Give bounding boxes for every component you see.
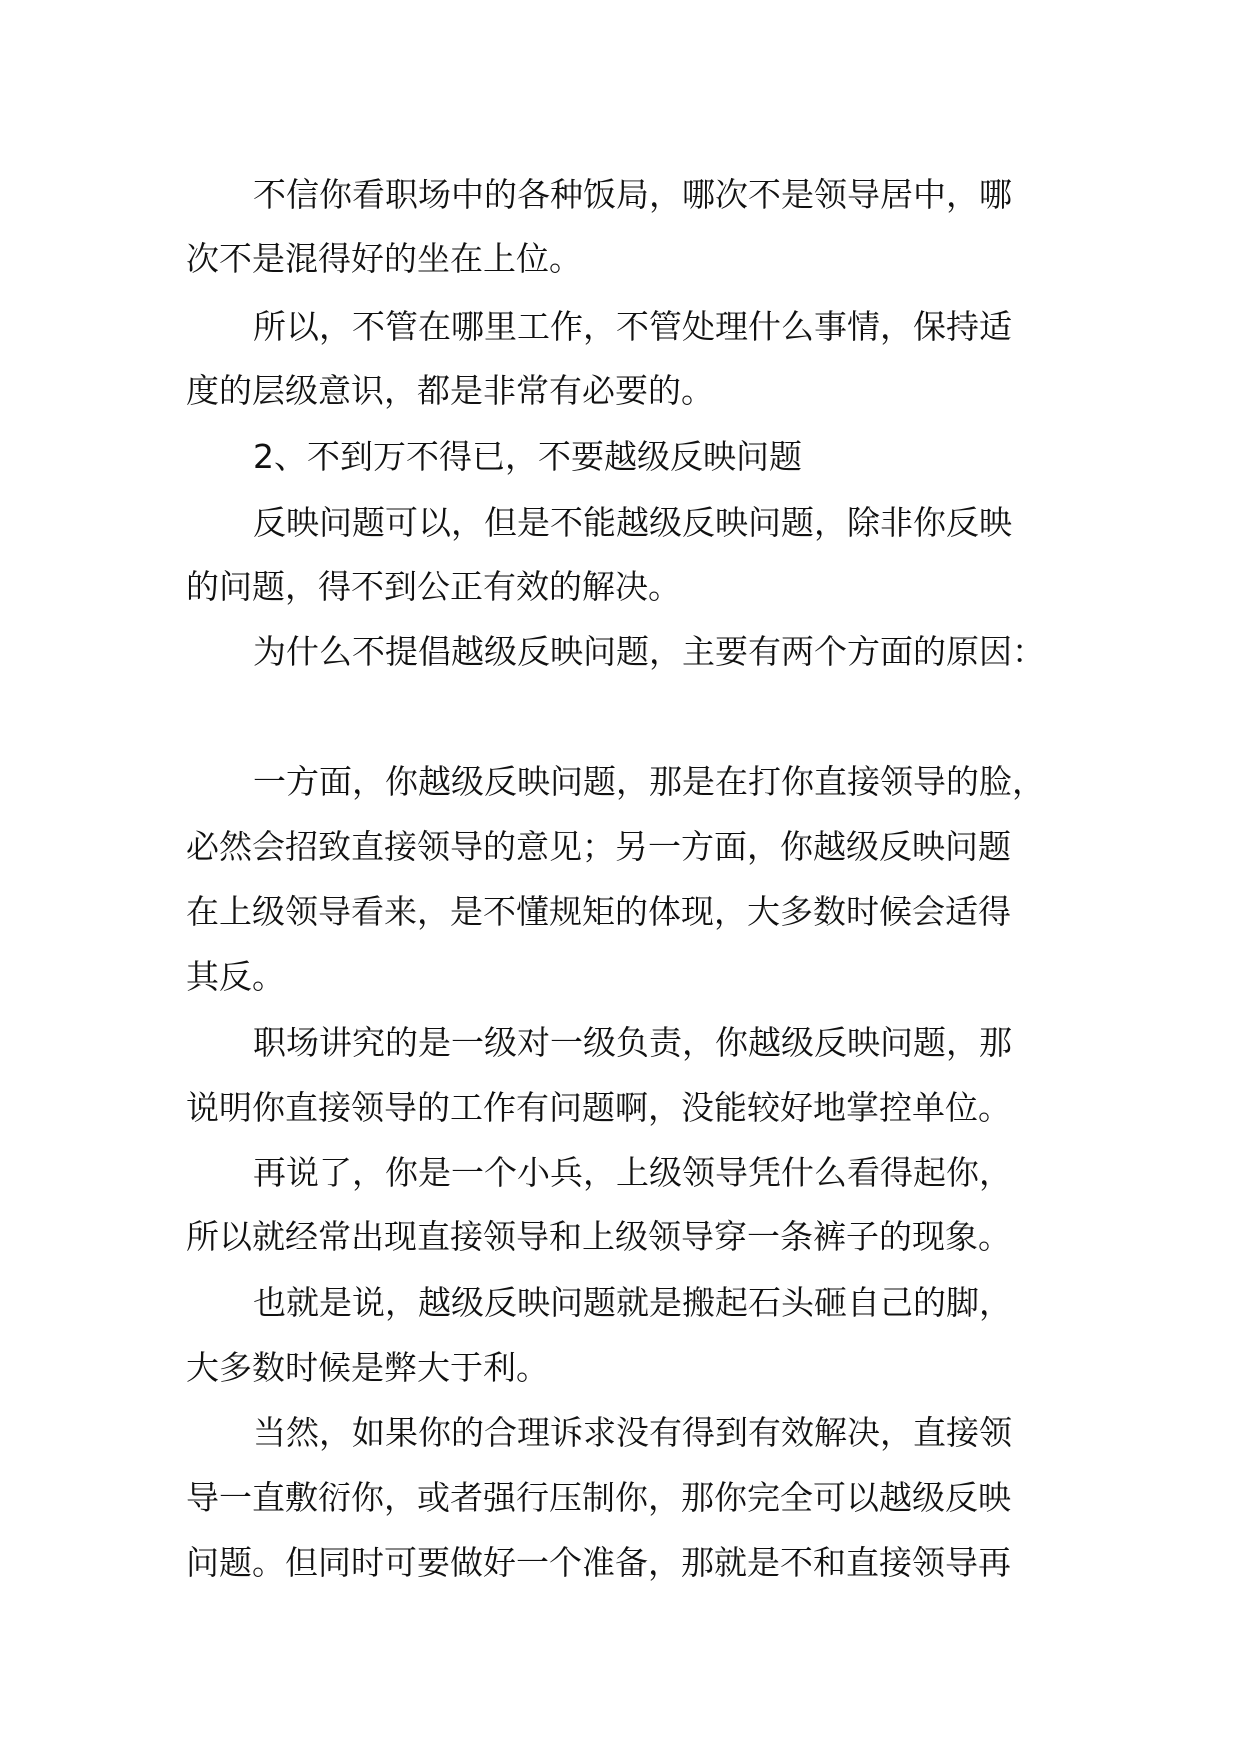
text-line: 在上级领导看来，是不懂规矩的体现，大多数时候会适得 [186,892,1011,931]
text-line: 其反。 [186,957,285,996]
text-line: 导一直敷衍你，或者强行压制你，那你完全可以越级反映 [186,1478,1011,1517]
text-line: 也就是说，越级反映问题就是搬起石头砸自己的脚， [253,1283,1012,1322]
text-line: 所以就经常出现直接领导和上级领导穿一条裤子的现象。 [186,1217,1011,1256]
text-line: 必然会招致直接领导的意见；另一方面，你越级反映问题 [186,827,1011,866]
text-line: 的问题，得不到公正有效的解决。 [186,567,681,606]
text-line: 职场讲究的是一级对一级负责，你越级反映问题，那 [253,1023,1012,1062]
text-line: 大多数时候是弊大于利。 [186,1348,549,1387]
text-line: 再说了，你是一个小兵，上级领导凭什么看得起你， [253,1153,1012,1192]
section-heading: 2、不到万不得已，不要越级反映问题 [253,437,802,476]
text-line: 说明你直接领导的工作有问题啊，没能较好地掌控单位。 [186,1088,1011,1127]
text-line: 当然，如果你的合理诉求没有得到有效解决，直接领 [253,1413,1012,1452]
text-line: 为什么不提倡越级反映问题，主要有两个方面的原因： [253,632,1045,671]
text-line: 次不是混得好的坐在上位。 [186,239,582,278]
text-line: 一方面，你越级反映问题，那是在打你直接领导的脸， [253,762,1045,801]
text-line: 度的层级意识，都是非常有必要的。 [186,371,714,410]
text-line: 反映问题可以，但是不能越级反映问题，除非你反映 [253,503,1012,542]
text-line: 所以，不管在哪里工作，不管处理什么事情，保持适 [253,307,1012,346]
text-line: 问题。但同时可要做好一个准备，那就是不和直接领导再 [186,1543,1011,1582]
text-line: 不信你看职场中的各种饭局，哪次不是领导居中，哪 [253,175,1012,214]
